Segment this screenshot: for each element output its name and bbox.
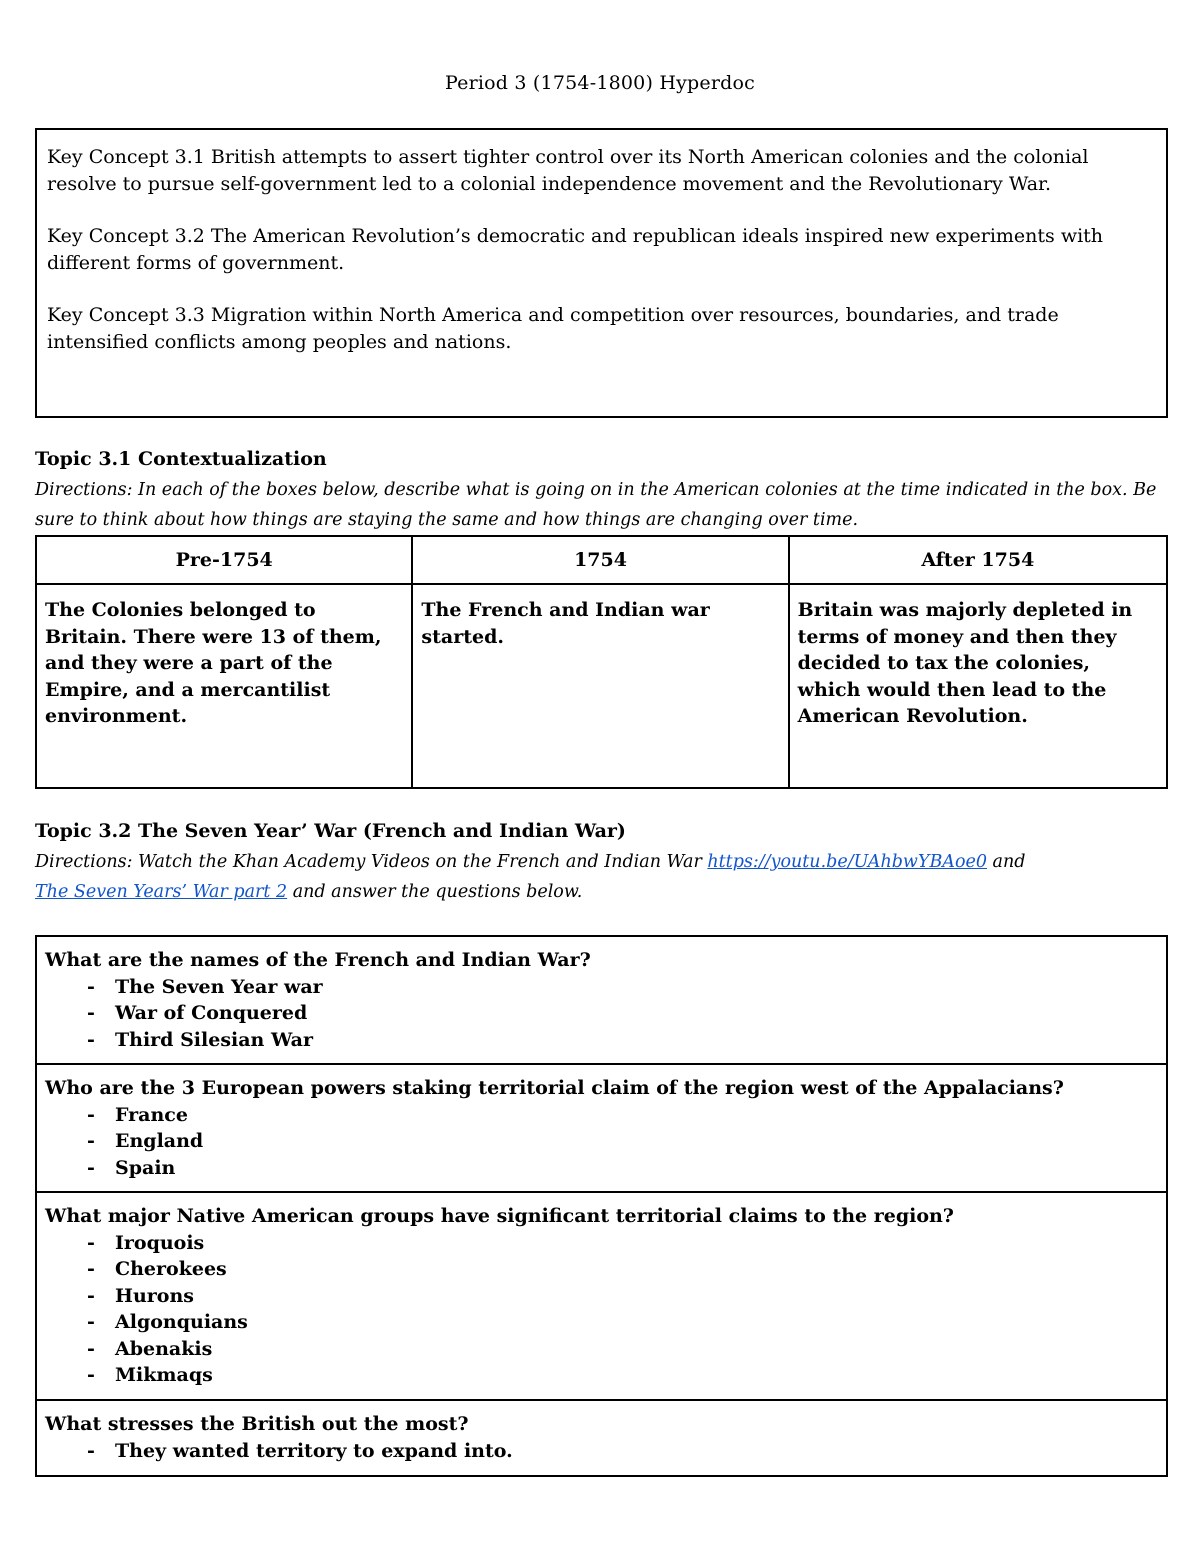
key-concepts-box xyxy=(35,128,1168,418)
answer-item: - Cherokees xyxy=(87,1258,227,1280)
answer-item: - Spain xyxy=(87,1156,176,1179)
key-concept-3-2: Key Concept 3.2 The American Revolution’s democratic and republican ideals inspired new experiments with different forms of government. xyxy=(47,225,1104,274)
question-row xyxy=(36,936,1167,1064)
topic-3-1-directions: Directions: In each of the boxes below, describe what is going on in the American colonies at the time indicated in the box. Be sure to think about how things are staying the same and how things are changing over time. xyxy=(35,480,1157,530)
khan-video-link-1[interactable]: https://youtu.be/UAhbwYBAoe0 xyxy=(707,852,987,872)
question-row xyxy=(36,1064,1167,1192)
topic-3-2-heading: Topic 3.2 The Seven Year’ War (French and Indian War) xyxy=(35,820,626,842)
directions-text-mid: and xyxy=(986,852,1026,872)
answer-item: - France xyxy=(87,1103,188,1126)
answer-item: - Abenakis xyxy=(87,1337,213,1360)
answer-item: - War of Conquered xyxy=(87,1002,308,1024)
cell-after-1754[interactable]: Britain was majorly depleted in terms of money and then they decided to tax the colonies, which would then lead to the American Revolution. xyxy=(789,584,1167,788)
directions-text-end: and answer the questions below. xyxy=(287,882,583,902)
column-header-after-1754: After 1754 xyxy=(789,536,1167,584)
answer-list xyxy=(45,974,1158,1054)
key-concept-3-3: Key Concept 3.3 Migration within North America and competition over resources, boundaries, and trade intensified conflicts among peoples and nations. xyxy=(47,304,1059,353)
question-text: Who are the 3 European powers staking territorial claim of the region west of the Appalacians? xyxy=(45,1077,1064,1099)
answer-list xyxy=(45,1102,1158,1182)
key-concept-3-1: Key Concept 3.1 British attempts to assert tighter control over its North American colonies and the colonial resolve to pursue self-government led to a colonial independence movement and the Revolutionary War. xyxy=(47,146,1089,195)
question-text: What stresses the British out the most? xyxy=(45,1413,469,1435)
question-row xyxy=(36,1192,1167,1400)
answer-item: - The Seven Year war xyxy=(87,975,323,998)
answer-item: - They wanted territory to expand into. xyxy=(87,1439,513,1462)
khan-video-link-2[interactable]: The Seven Years’ War part 2 xyxy=(35,882,288,902)
questions-table xyxy=(35,935,1168,1477)
page-title: Period 3 (1754-1800) Hyperdoc xyxy=(445,72,755,94)
answer-item: - Third Silesian War xyxy=(87,1028,313,1051)
answer-item: - Algonquians xyxy=(87,1311,248,1333)
cell-pre-1754[interactable]: The Colonies belonged to Britain. There were 13 of them, and they were a part of the Empire, and a mercantilist environment. xyxy=(36,584,412,788)
question-text: What major Native American groups have significant territorial claims to the region? xyxy=(45,1205,954,1227)
contextualization-table xyxy=(35,535,1168,789)
answer-item: - Hurons xyxy=(87,1284,194,1307)
answer-item: - England xyxy=(87,1130,204,1152)
question-row xyxy=(36,1400,1167,1476)
question-text: What are the names of the French and Indian War? xyxy=(45,949,591,971)
answer-item: - Iroquois xyxy=(87,1231,205,1254)
column-header-1754: 1754 xyxy=(412,536,788,584)
answer-list xyxy=(45,1438,1158,1465)
topic-3-1-heading: Topic 3.1 Contextualization xyxy=(35,448,327,470)
answer-item: - Mikmaqs xyxy=(87,1364,213,1386)
cell-1754[interactable]: The French and Indian war started. xyxy=(412,584,788,788)
answer-list xyxy=(45,1230,1158,1389)
topic-3-2-directions xyxy=(35,847,1170,907)
directions-text: Directions: Watch the Khan Academy Videos on the French and Indian War xyxy=(35,852,708,872)
column-header-pre-1754: Pre-1754 xyxy=(36,536,412,584)
